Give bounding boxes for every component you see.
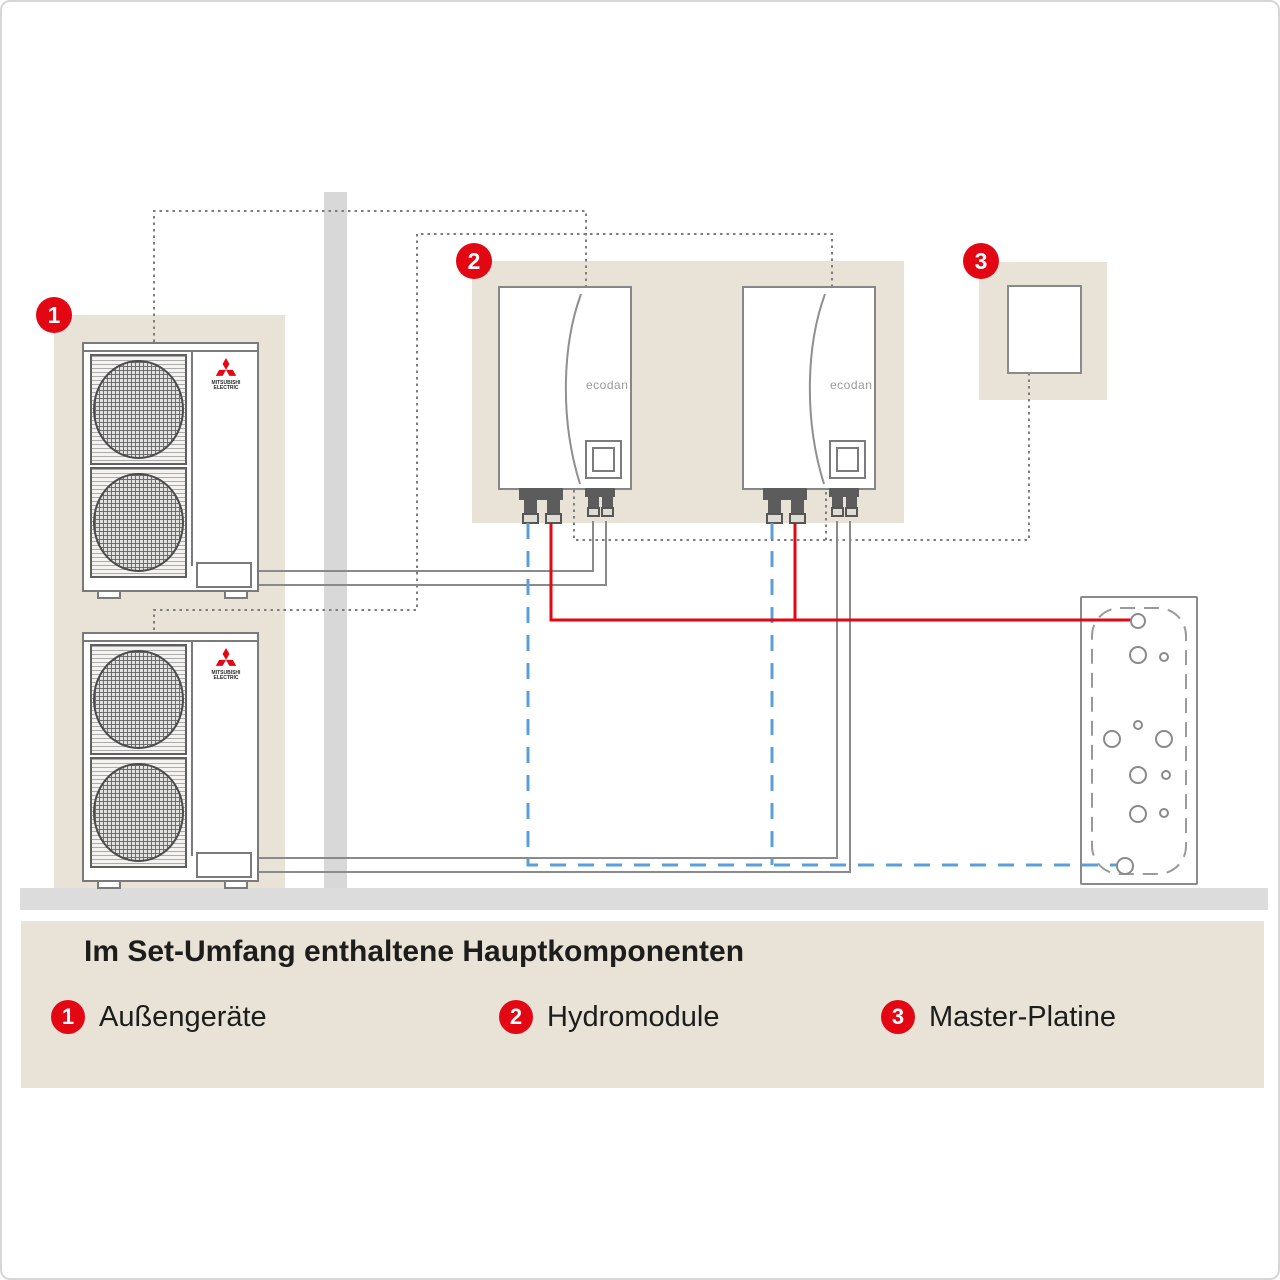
pipe-manifold [829, 488, 859, 497]
mitsubishi-logo [200, 358, 252, 392]
pipe-stub [791, 500, 804, 513]
pipe-nut [831, 507, 844, 517]
unit-foot [97, 592, 121, 599]
legend-label-master: Master-Platine [929, 1000, 1116, 1033]
display-screen [836, 447, 859, 472]
unit-panel-divider [191, 350, 193, 566]
pipe-manifold [763, 488, 807, 500]
outdoor-unit-1 [82, 342, 259, 592]
legend-item-hydro [499, 1000, 719, 1034]
control-display [829, 440, 866, 479]
legend-badge-3: 3 [881, 1000, 915, 1034]
pipe-nut [845, 507, 858, 517]
pipe-stub [846, 497, 857, 507]
control-box [196, 562, 252, 588]
hydromodule-1 [498, 286, 632, 490]
fan-grille [90, 757, 187, 868]
unit-panel-divider [191, 640, 193, 856]
unit-top-seam [84, 350, 257, 352]
unit-foot [224, 882, 248, 889]
control-box [196, 852, 252, 878]
outdoor-unit-2 [82, 632, 259, 882]
buffer-tank [1080, 596, 1198, 885]
logo-wordmark: MITSUBISHI ELECTRIC [211, 670, 241, 682]
logo-wordmark: MITSUBISHI ELECTRIC [211, 380, 241, 392]
refrigerant-pipe-2b [259, 521, 850, 872]
pipe-nut [766, 513, 783, 524]
legend-badge-1: 1 [51, 1000, 85, 1034]
refrigerant-pipe-1b [259, 521, 606, 585]
fan-grille [90, 354, 187, 465]
legend-title: Im Set-Umfang enthaltene Hauptkomponenten [84, 935, 745, 968]
fan-grille [90, 467, 187, 578]
wall [324, 192, 347, 888]
pipe-nut [789, 513, 806, 524]
ecodan-wordmark: ecodan [586, 378, 629, 392]
unit-top-seam [84, 640, 257, 642]
diagram-badge-3: 3 [963, 243, 999, 279]
pipe-manifold [519, 488, 563, 500]
diagram-badge-2: 2 [456, 243, 492, 279]
pipe-manifold [585, 488, 615, 497]
unit-foot [97, 882, 121, 889]
pipe-stub [768, 500, 781, 513]
mitsubishi-three-diamonds-icon [213, 648, 239, 671]
diagram-badge-1: 1 [36, 297, 72, 333]
fan-circle [93, 360, 184, 459]
legend-label-outdoor: Außengeräte [99, 1000, 267, 1033]
return-pipe-blue [528, 523, 1123, 865]
legend-badge-2: 2 [499, 1000, 533, 1034]
flow-pipe-red [551, 523, 1135, 620]
pipe-stub [602, 497, 613, 507]
fan-circle [93, 763, 184, 862]
pipe-nut [522, 513, 539, 524]
mitsubishi-three-diamonds-icon [213, 358, 239, 381]
refrigerant-pipe-1a [259, 521, 593, 571]
fan-circle [93, 473, 184, 572]
master-board-box [1007, 285, 1082, 374]
legend-panel [21, 921, 1264, 1088]
fan-circle [93, 650, 184, 749]
ground-line [20, 888, 1268, 910]
pipe-nut [545, 513, 562, 524]
pipe-stub [547, 500, 560, 513]
fan-grille [90, 644, 187, 755]
pipe-nut [587, 507, 600, 517]
ecodan-wordmark: ecodan [830, 378, 873, 392]
pipe-nut [601, 507, 614, 517]
hydromodule-2 [742, 286, 876, 490]
legend-label-hydro: Hydromodule [547, 1000, 720, 1033]
mitsubishi-logo [200, 648, 252, 682]
pipe-stub [524, 500, 537, 513]
unit-foot [224, 592, 248, 599]
legend-item-master [881, 1000, 1116, 1034]
pipe-stub [588, 497, 599, 507]
control-display [585, 440, 622, 479]
legend-item-outdoor [51, 1000, 267, 1034]
pipe-stub [832, 497, 843, 507]
display-screen [592, 447, 615, 472]
